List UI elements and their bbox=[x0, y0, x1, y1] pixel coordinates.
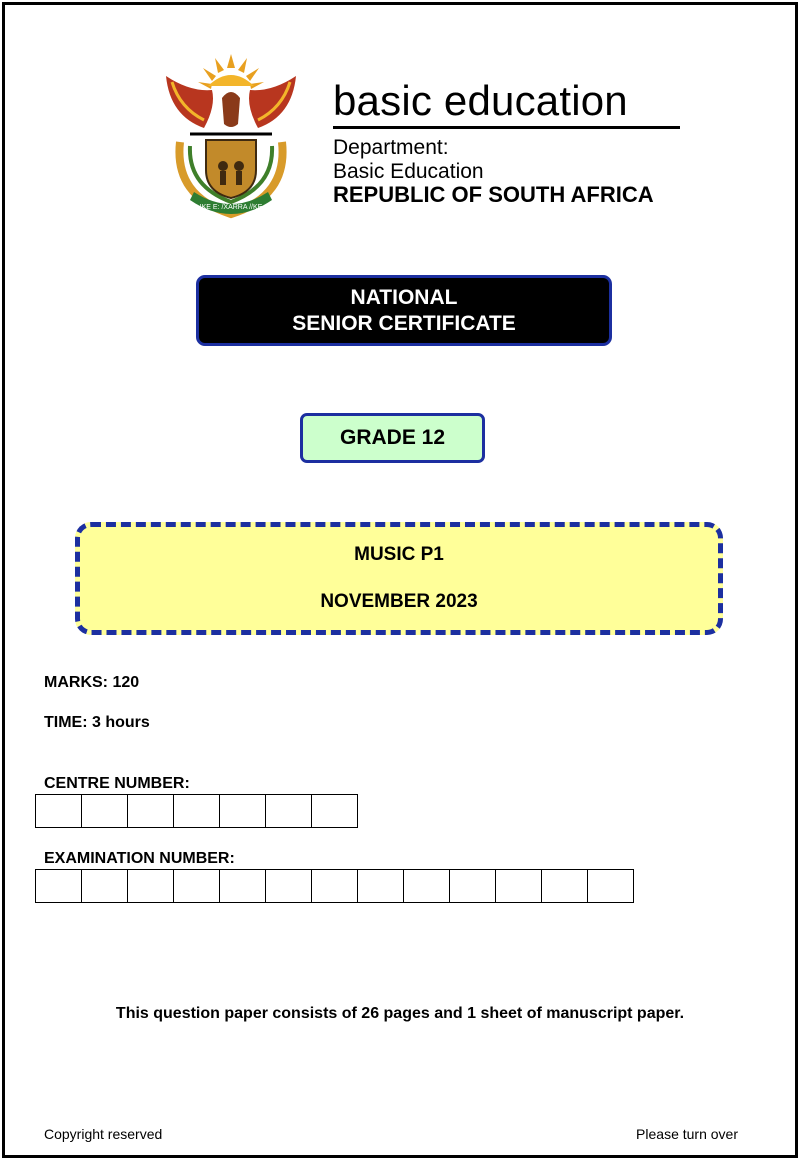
examination-number-boxes bbox=[35, 869, 633, 903]
time-label: TIME: 3 hours bbox=[44, 714, 150, 731]
certificate-banner bbox=[196, 275, 612, 346]
brand-divider bbox=[333, 126, 680, 129]
examination-number-cell[interactable] bbox=[541, 869, 588, 903]
grade-badge: GRADE 12 bbox=[300, 413, 485, 463]
centre-number-cell[interactable] bbox=[81, 794, 128, 828]
motto-text: !KE E: /XARRA //KE bbox=[199, 204, 263, 211]
examination-number-cell[interactable] bbox=[173, 869, 220, 903]
examination-number-cell[interactable] bbox=[219, 869, 266, 903]
paper-contents-note: This question paper consists of 26 pages and 1 sheet of manuscript paper. bbox=[115, 1005, 685, 1022]
centre-number-cell[interactable] bbox=[35, 794, 82, 828]
examination-number-cell[interactable] bbox=[81, 869, 128, 903]
subject-paper: MUSIC P1 bbox=[354, 544, 444, 565]
exam-session: NOVEMBER 2023 bbox=[320, 591, 478, 612]
centre-number-cell[interactable] bbox=[127, 794, 174, 828]
department-label: Department: bbox=[333, 136, 449, 159]
certificate-line-2: SENIOR CERTIFICATE bbox=[292, 311, 516, 335]
examination-number-cell[interactable] bbox=[357, 869, 404, 903]
coat-of-arms-logo bbox=[160, 46, 302, 222]
examination-number-label: EXAMINATION NUMBER: bbox=[44, 850, 235, 867]
examination-number-cell[interactable] bbox=[449, 869, 496, 903]
examination-number-cell[interactable] bbox=[311, 869, 358, 903]
turn-over-footer: Please turn over bbox=[636, 1126, 738, 1142]
department-name: Basic Education bbox=[333, 160, 484, 183]
centre-number-cell[interactable] bbox=[219, 794, 266, 828]
country-name: REPUBLIC OF SOUTH AFRICA bbox=[333, 182, 654, 207]
examination-number-cell[interactable] bbox=[265, 869, 312, 903]
certificate-line-1: NATIONAL bbox=[350, 285, 458, 309]
centre-number-cell[interactable] bbox=[265, 794, 312, 828]
centre-number-cell[interactable] bbox=[311, 794, 358, 828]
brand-title: basic education bbox=[333, 77, 628, 124]
examination-number-cell[interactable] bbox=[587, 869, 634, 903]
marks-label: MARKS: 120 bbox=[44, 674, 140, 691]
centre-number-label: CENTRE NUMBER: bbox=[44, 775, 190, 792]
examination-number-cell[interactable] bbox=[127, 869, 174, 903]
examination-number-cell[interactable] bbox=[403, 869, 450, 903]
examination-number-cell[interactable] bbox=[495, 869, 542, 903]
centre-number-boxes bbox=[35, 794, 357, 828]
centre-number-cell[interactable] bbox=[173, 794, 220, 828]
subject-panel bbox=[75, 522, 723, 635]
copyright-footer: Copyright reserved bbox=[44, 1126, 163, 1142]
examination-number-cell[interactable] bbox=[35, 869, 82, 903]
